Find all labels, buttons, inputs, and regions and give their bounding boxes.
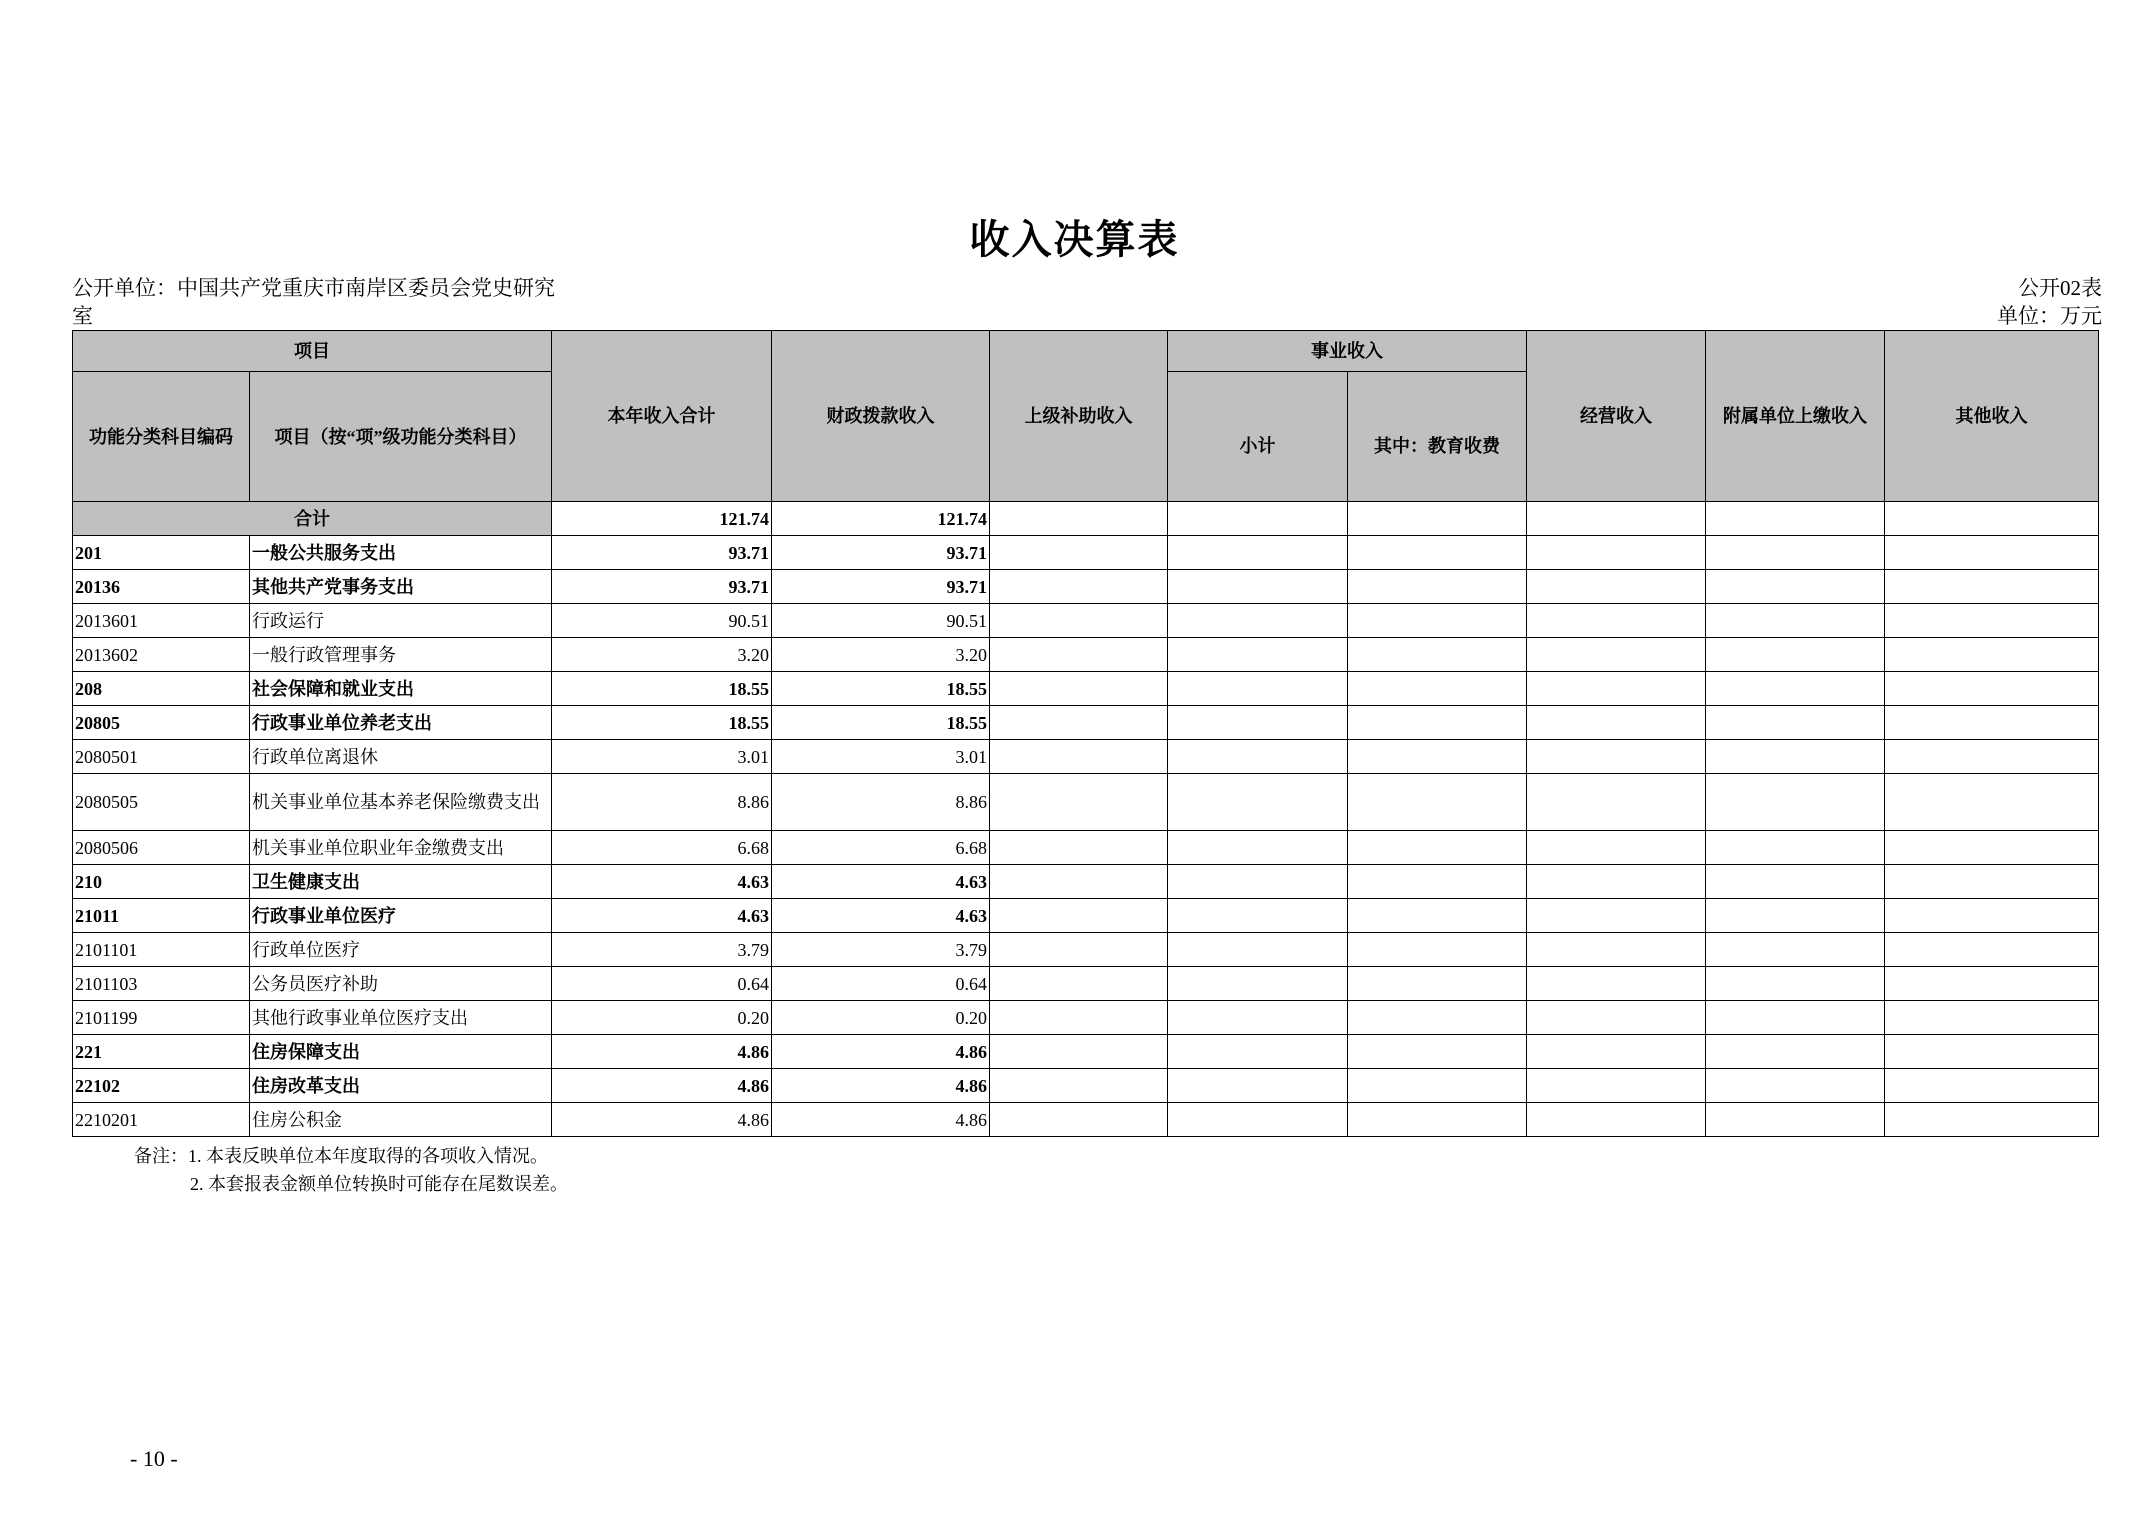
publishing-unit: 公开单位：中国共产党重庆市南岸区委员会党史研究室 — [72, 276, 555, 328]
row-fiscal: 4.86 — [772, 1069, 990, 1103]
empty-cell — [1706, 706, 1885, 740]
table-row — [73, 1001, 2099, 1035]
row-total: 3.20 — [552, 638, 772, 672]
empty-cell — [1527, 1103, 1706, 1137]
empty-cell — [1527, 638, 1706, 672]
empty-cell — [1348, 706, 1527, 740]
empty-cell — [1527, 1035, 1706, 1069]
header-subtotal: 小计 — [1168, 372, 1348, 502]
empty-cell — [990, 536, 1168, 570]
row-total: 3.79 — [552, 933, 772, 967]
empty-cell — [1706, 740, 1885, 774]
empty-cell — [1885, 899, 2099, 933]
empty-cell — [1527, 899, 1706, 933]
empty-cell — [1885, 536, 2099, 570]
empty-cell — [990, 967, 1168, 1001]
empty-cell — [990, 740, 1168, 774]
empty-cell — [1527, 933, 1706, 967]
empty-cell — [1348, 536, 1527, 570]
row-name: 行政单位离退休 — [250, 740, 552, 774]
row-fiscal: 8.86 — [772, 774, 990, 831]
empty-cell — [1168, 706, 1348, 740]
row-fiscal: 3.20 — [772, 638, 990, 672]
unit-label: 单位：万元 — [1997, 304, 2102, 328]
table-row — [73, 1069, 2099, 1103]
empty-cell — [1527, 831, 1706, 865]
header-fiscal: 财政拨款收入 — [772, 331, 990, 502]
row-code: 2013602 — [73, 638, 250, 672]
table-row — [73, 740, 2099, 774]
total-label: 合计 — [73, 502, 552, 536]
table-row — [73, 831, 2099, 865]
row-total: 93.71 — [552, 536, 772, 570]
empty-cell — [1348, 740, 1527, 774]
empty-cell — [1706, 1035, 1885, 1069]
row-name: 住房保障支出 — [250, 1035, 552, 1069]
empty-cell — [1168, 831, 1348, 865]
table-row — [73, 933, 2099, 967]
empty-cell — [1706, 570, 1885, 604]
row-name: 行政事业单位医疗 — [250, 899, 552, 933]
row-name: 其他行政事业单位医疗支出 — [250, 1001, 552, 1035]
row-name: 卫生健康支出 — [250, 865, 552, 899]
header-operating: 经营收入 — [1527, 331, 1706, 502]
row-total: 4.63 — [552, 865, 772, 899]
empty-cell — [1527, 706, 1706, 740]
row-code: 2080501 — [73, 740, 250, 774]
page-title: 收入决算表 — [969, 217, 1180, 262]
empty-cell — [1168, 638, 1348, 672]
empty-cell — [1706, 933, 1885, 967]
table-meta — [1997, 274, 2102, 330]
empty-cell — [1706, 604, 1885, 638]
empty-cell — [1348, 1001, 1527, 1035]
row-code: 2101101 — [73, 933, 250, 967]
row-fiscal: 18.55 — [772, 672, 990, 706]
header-education: 其中：教育收费 — [1348, 372, 1527, 502]
header-other: 其他收入 — [1885, 331, 2099, 502]
empty-cell — [1168, 604, 1348, 638]
table-body — [73, 536, 2099, 1137]
empty-cell — [1706, 1001, 1885, 1035]
empty-cell — [1168, 536, 1348, 570]
table-row — [73, 672, 2099, 706]
row-name: 住房公积金 — [250, 1103, 552, 1137]
empty-cell — [1885, 967, 2099, 1001]
empty-cell — [990, 865, 1168, 899]
empty-cell — [1885, 933, 2099, 967]
empty-cell — [1348, 1035, 1527, 1069]
empty-cell — [1706, 1069, 1885, 1103]
row-total: 6.68 — [552, 831, 772, 865]
empty-cell — [1348, 1069, 1527, 1103]
empty-cell — [1706, 831, 1885, 865]
row-name: 机关事业单位职业年金缴费支出 — [250, 831, 552, 865]
header-code: 功能分类科目编码 — [73, 372, 250, 502]
empty-cell — [1168, 740, 1348, 774]
row-fiscal: 4.63 — [772, 899, 990, 933]
income-table — [72, 330, 2099, 1137]
empty-cell — [990, 706, 1168, 740]
row-code: 2013601 — [73, 604, 250, 638]
row-fiscal: 93.71 — [772, 570, 990, 604]
row-fiscal: 93.71 — [772, 536, 990, 570]
empty-cell — [1348, 774, 1527, 831]
row-code: 221 — [73, 1035, 250, 1069]
row-code: 20136 — [73, 570, 250, 604]
table-number: 公开02表 — [2018, 276, 2102, 300]
empty-cell — [1885, 1035, 2099, 1069]
row-fiscal: 4.63 — [772, 865, 990, 899]
empty-cell — [1348, 1103, 1527, 1137]
empty-cell — [990, 570, 1168, 604]
empty-cell — [1706, 536, 1885, 570]
empty-cell — [1348, 604, 1527, 638]
empty-cell — [1706, 1103, 1885, 1137]
empty-cell — [1348, 899, 1527, 933]
empty-cell — [1348, 865, 1527, 899]
row-name: 社会保障和就业支出 — [250, 672, 552, 706]
empty-cell — [1706, 774, 1885, 831]
empty-cell — [1885, 865, 2099, 899]
empty-cell — [990, 604, 1168, 638]
row-total: 90.51 — [552, 604, 772, 638]
empty-cell — [1168, 774, 1348, 831]
row-fiscal: 3.01 — [772, 740, 990, 774]
row-code: 208 — [73, 672, 250, 706]
row-name: 其他共产党事务支出 — [250, 570, 552, 604]
empty-cell — [1885, 706, 2099, 740]
row-code: 2210201 — [73, 1103, 250, 1137]
empty-cell — [1168, 672, 1348, 706]
row-total: 4.86 — [552, 1103, 772, 1137]
total-fiscal: 121.74 — [772, 502, 990, 536]
header-business: 事业收入 — [1168, 331, 1527, 372]
page-number: - 10 - — [130, 1446, 178, 1471]
empty-cell — [1527, 740, 1706, 774]
empty-cell — [1348, 967, 1527, 1001]
empty-cell — [1527, 1001, 1706, 1035]
empty-cell — [1168, 1069, 1348, 1103]
row-fiscal: 0.64 — [772, 967, 990, 1001]
empty-cell — [1527, 672, 1706, 706]
row-fiscal: 18.55 — [772, 706, 990, 740]
row-code: 20805 — [73, 706, 250, 740]
empty-cell — [1527, 604, 1706, 638]
empty-cell — [1706, 672, 1885, 706]
empty-cell — [1168, 967, 1348, 1001]
row-fiscal: 3.79 — [772, 933, 990, 967]
row-total: 93.71 — [552, 570, 772, 604]
empty-cell — [990, 638, 1168, 672]
table-row — [73, 604, 2099, 638]
empty-cell — [1885, 740, 2099, 774]
row-total: 0.20 — [552, 1001, 772, 1035]
empty-cell — [1885, 604, 2099, 638]
table-row — [73, 1103, 2099, 1137]
row-name: 一般公共服务支出 — [250, 536, 552, 570]
row-fiscal: 6.68 — [772, 831, 990, 865]
total-amount: 121.74 — [552, 502, 772, 536]
row-total: 4.86 — [552, 1035, 772, 1069]
row-fiscal: 4.86 — [772, 1103, 990, 1137]
empty-cell — [1348, 672, 1527, 706]
empty-cell — [1168, 933, 1348, 967]
row-code: 210 — [73, 865, 250, 899]
table-row — [73, 865, 2099, 899]
empty-cell — [1706, 865, 1885, 899]
row-total: 0.64 — [552, 967, 772, 1001]
row-name: 一般行政管理事务 — [250, 638, 552, 672]
empty-cell — [990, 1001, 1168, 1035]
header-superior: 上级补助收入 — [990, 331, 1168, 502]
empty-cell — [1885, 672, 2099, 706]
empty-cell — [1168, 1103, 1348, 1137]
empty-cell — [1527, 1069, 1706, 1103]
empty-cell — [1168, 1035, 1348, 1069]
total-row — [73, 502, 2099, 536]
table-row — [73, 774, 2099, 831]
row-code: 2080506 — [73, 831, 250, 865]
empty-cell — [1527, 570, 1706, 604]
empty-cell — [1527, 865, 1706, 899]
row-fiscal: 4.86 — [772, 1035, 990, 1069]
table-row — [73, 899, 2099, 933]
row-total: 3.01 — [552, 740, 772, 774]
row-code: 2101199 — [73, 1001, 250, 1035]
row-code: 22102 — [73, 1069, 250, 1103]
empty-cell — [1348, 831, 1527, 865]
empty-cell — [1527, 536, 1706, 570]
table-row — [73, 967, 2099, 1001]
empty-cell — [1706, 638, 1885, 672]
table-row — [73, 706, 2099, 740]
table-row — [73, 570, 2099, 604]
row-code: 21011 — [73, 899, 250, 933]
empty-cell — [1885, 1001, 2099, 1035]
row-total: 4.63 — [552, 899, 772, 933]
empty-cell — [1706, 899, 1885, 933]
empty-cell — [990, 933, 1168, 967]
row-name: 行政运行 — [250, 604, 552, 638]
empty-cell — [1168, 570, 1348, 604]
empty-cell — [1527, 967, 1706, 1001]
header-item: 项目 — [73, 331, 552, 372]
row-total: 18.55 — [552, 706, 772, 740]
empty-cell — [1885, 774, 2099, 831]
table-row — [73, 1035, 2099, 1069]
empty-cell — [1885, 1103, 2099, 1137]
empty-cell — [990, 774, 1168, 831]
empty-cell — [990, 899, 1168, 933]
row-total: 8.86 — [552, 774, 772, 831]
empty-cell — [990, 1103, 1168, 1137]
row-fiscal: 90.51 — [772, 604, 990, 638]
row-code: 2080505 — [73, 774, 250, 831]
row-name: 住房改革支出 — [250, 1069, 552, 1103]
table-row — [73, 638, 2099, 672]
empty-cell — [990, 831, 1168, 865]
note-line-2: 2. 本套报表金额单位转换时可能存在尾数误差。 — [190, 1174, 568, 1194]
empty-cell — [1527, 774, 1706, 831]
row-total: 4.86 — [552, 1069, 772, 1103]
row-total: 18.55 — [552, 672, 772, 706]
row-name: 机关事业单位基本养老保险缴费支出 — [250, 774, 552, 831]
empty-cell — [1885, 831, 2099, 865]
header-affiliate: 附属单位上缴收入 — [1706, 331, 1885, 502]
empty-cell — [1168, 1001, 1348, 1035]
header-total: 本年收入合计 — [552, 331, 772, 502]
row-name: 行政事业单位养老支出 — [250, 706, 552, 740]
empty-cell — [1348, 638, 1527, 672]
empty-cell — [1168, 865, 1348, 899]
empty-cell — [1885, 638, 2099, 672]
note-line-1: 备注：1. 本表反映单位本年度取得的各项收入情况。 — [134, 1146, 548, 1166]
empty-cell — [1706, 967, 1885, 1001]
empty-cell — [1348, 570, 1527, 604]
empty-cell — [1885, 570, 2099, 604]
header-name: 项目（按“项”级功能分类科目） — [250, 372, 552, 502]
row-name: 公务员医疗补助 — [250, 967, 552, 1001]
empty-cell — [1885, 1069, 2099, 1103]
notes — [134, 1142, 568, 1198]
row-code: 2101103 — [73, 967, 250, 1001]
empty-cell — [1168, 899, 1348, 933]
empty-cell — [1348, 933, 1527, 967]
row-fiscal: 0.20 — [772, 1001, 990, 1035]
row-name: 行政单位医疗 — [250, 933, 552, 967]
empty-cell — [990, 1035, 1168, 1069]
empty-cell — [990, 1069, 1168, 1103]
row-code: 201 — [73, 536, 250, 570]
empty-cell — [990, 672, 1168, 706]
table-row — [73, 536, 2099, 570]
